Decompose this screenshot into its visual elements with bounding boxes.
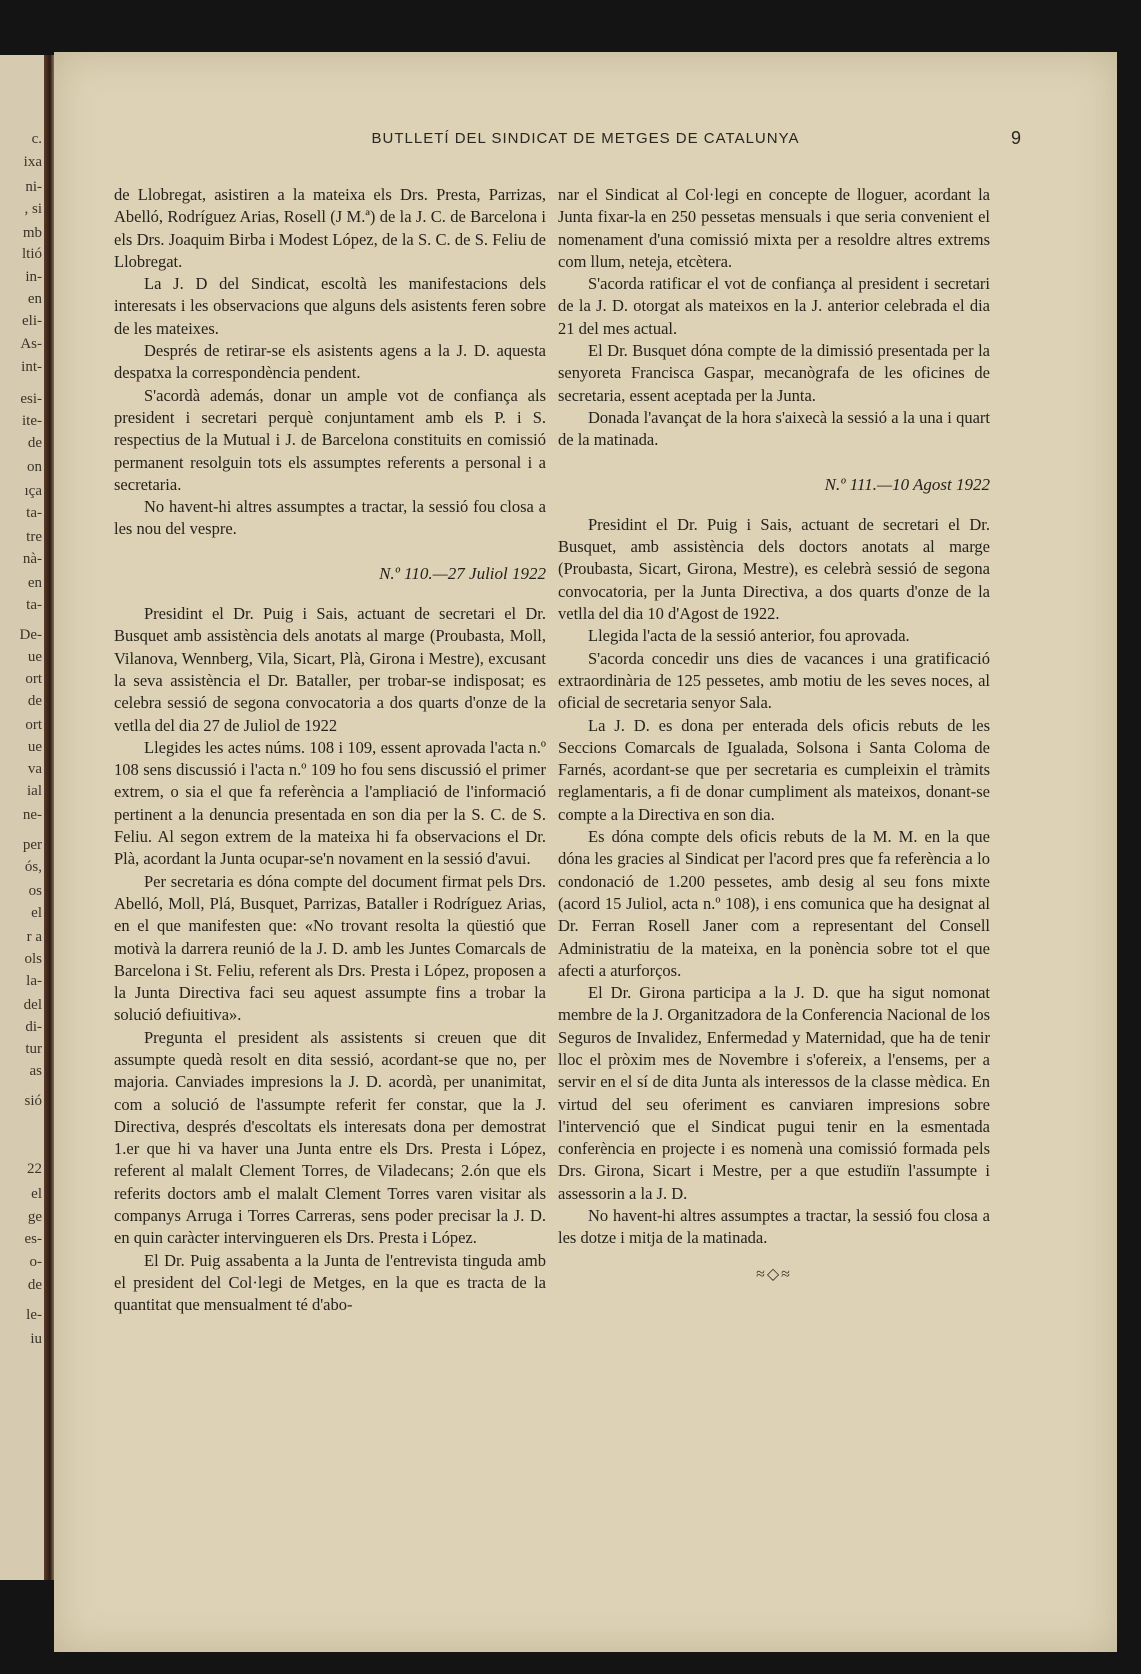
prev-page-fragment: del: [23, 997, 42, 1013]
book-spine: [44, 55, 54, 1580]
prev-page-fragment: ni-: [25, 179, 42, 195]
session-heading: N.º 111.—10 Agost 1922: [824, 474, 990, 494]
prev-page-fragment: mb: [22, 225, 42, 241]
prev-page-fragment: As-: [20, 336, 42, 352]
paragraph: El Dr. Puig assabenta a la Junta de l'entrevista tinguda amb el president del Col·legi de Metges, en la que es tracta de la quantitat que mensualment té d'abo-: [114, 1250, 546, 1315]
prev-page-fragment: de: [27, 435, 42, 451]
paragraph: La J. D del Sindicat, escoltà les manifestacions dels interesats i les observacions que alguns dels asistents feren sobre de les mateixes.: [114, 274, 546, 338]
prev-page-fragment: ial: [27, 783, 42, 799]
paragraph: Es dóna compte dels oficis rebuts de la M. M. en la que dóna les gracies al Sindicat per l'acord pres que fa referència a lo condonació de 1.200 pessetes, amb desig al seu fons mixte (acord 15 Juliol, acta n.º 108), i ens comunica que ha designat al Dr. Ferran Rosell Janer com a representant del Consell Administratiu de la mateixa, en la ponència sobre tot el que afecti a aturforços.: [558, 827, 990, 980]
prev-page-fragment: la-: [26, 973, 42, 989]
paragraph: Presidint el Dr. Puig i Sais, actuant de secretari el Dr. Busquet, amb assistència dels doctors anotats al marge (Proubasta, Sicart, Girona, Mestre), es celebrà sessió de segona convocatoria, per la Junta Directiva, a dos quarts d'onze de la vetlla del dia 10 d'Agost de 1922.: [558, 514, 990, 624]
prev-page-fragment: De-: [19, 627, 42, 643]
ornament-divider: ≈◇≈: [756, 1265, 792, 1283]
paragraph: No havent-hi altres assumptes a tractar, la sessió fou closa a les dotze i mitja de la matinada.: [558, 1206, 990, 1248]
session-heading: N.º 110.—27 Juliol 1922: [379, 563, 546, 583]
prev-page-fragment: eli-: [22, 313, 42, 329]
paragraph: El Dr. Girona participa a la J. D. que ha sigut nomonat membre de la J. Organitzadora de la Conferencia Nacional de los Seguros de Invalidez, Enfermedad y Maternidad, que ha de tenir lloc el pròxim mes de Novembre i s'ofereix, a l'ensems, per a servir en el sí de dita Junta als interessos de la classe mèdica. En virtud del seu oferiment es canviaren impresions sobre l'intervenció que el Sindicat pugui tenir en la esmentada conferència en projecte i es nomenà una comissió formada pels Drs. Girona, Sicart i Mestre, per a que estudiïn l'assumpte i assessorin a la J. D.: [558, 983, 990, 1203]
prev-page-fragment: en: [27, 575, 42, 591]
prev-page-fragment: c.: [31, 131, 42, 147]
prev-page-fragment: ue: [27, 739, 42, 755]
paragraph: Llegida l'acta de la sessió anterior, fou aprovada.: [588, 626, 910, 646]
paragraph: nar el Sindicat al Col·legi en concepte de lloguer, acordant la Junta fixar-la en 250 pessetas mensuals i que seria convenient el nomenament d'una comissió mixta per a resoldre altres extrems com llum, neteja, etcètera.: [558, 185, 990, 271]
page-number: 9: [1011, 128, 1023, 148]
prev-page-fragment: ıça: [24, 483, 42, 499]
prev-page-fragment: ue: [27, 649, 42, 665]
header-title: BUTLLETÍ DEL SINDICAT DE METGES DE CATALUNYA: [371, 130, 800, 147]
paragraph: S'acordà además, donar un ample vot de confiança als president i secretari perquè conjuntament amb els P. i S. respectius de la Mutual i J. de Barcelona constituits en comissió permanent resolguin tots els assumptes referents a personal i a secretaria.: [114, 385, 546, 494]
prev-page-fragment: 22: [27, 1161, 42, 1177]
prev-page-fragment: tre: [26, 529, 42, 545]
prev-page-fragment: ols: [24, 951, 42, 967]
prev-page-fragment: as: [29, 1063, 42, 1079]
prev-page-fragment: es-: [24, 1231, 42, 1247]
paragraph: Després de retirar-se els asistents agens a la J. D. aquesta despatxa la correspondència pendent.: [114, 341, 546, 383]
document-page: [54, 52, 1117, 1652]
prev-page-fragment: o-: [29, 1254, 42, 1270]
paragraph: La J. D. es dona per enterada dels oficis rebuts de les Seccions Comarcals de Igualada, Solsona i Santa Coloma de Farnés, acordant-se que per secretaria es cumpleixin el tràmits reglamentaris, a fi de donar cumpliment als mateixos, donant-se compte a la Directiva en son dia.: [558, 715, 990, 824]
prev-page-fragment: le-: [26, 1307, 42, 1323]
prev-page-fragment: de: [27, 1277, 42, 1293]
prev-page-fragment: ite-: [22, 413, 42, 429]
prev-page-fragment: nà-: [22, 551, 42, 567]
prev-page-fragment: per: [22, 837, 42, 853]
prev-page-fragment: ort: [25, 717, 42, 733]
prev-page-fragment: ne-: [22, 807, 42, 823]
paragraph: Presidint el Dr. Puig i Sais, actuant de secretari el Dr. Busquet amb assistència dels anotats al marge (Proubasta, Moll, Vilanova, Wennberg, Vila, Sicart, Plà, Girona i Mestre), excusant la seva assistència el Dr. Bataller, per trobar-se indisposat; es celebra sessió de segona convocatoria a dos quarts d'onze de la vetlla del dia 27 de Juliol de 1922: [114, 604, 546, 735]
prev-page-fragment: iu: [30, 1331, 42, 1347]
prev-page-fragment: ort: [25, 671, 42, 687]
prev-page-fragment: sió: [24, 1093, 42, 1109]
prev-page-fragment: in-: [25, 269, 42, 285]
prev-page-fragment: di-: [25, 1019, 42, 1035]
paragraph: Llegides les actes núms. 108 i 109, essent aprovada l'acta n.º 108 sens discussió i l'acta n.º 109 ho fou sens discussió el primer extrem, o sia el que fa referència a l'ampliació de l'informació pertinent a la denuncia presentada en son dia per la S. C. de S. Feliu. Al segon extrem de la mateixa hi fa observacions el Dr. Plà, acordant la Junta ocupar-se'n novament en la sessió d'avui.: [114, 737, 546, 869]
prev-page-fragment: ge: [27, 1209, 42, 1225]
prev-page-fragment: en: [27, 291, 42, 307]
prev-page-fragment: ós,: [24, 859, 42, 875]
paragraph: Pregunta el president als assistents si creuen que dit assumpte quedà resolt en dita sessió, acordant-se que no, per majoria. Canviades impresions la J. D. acordà, per unanimitat, com a solució de l'assumpte referit fer constar, que la J. Directiva, després d'escoltats els interesats dona per demostrat 1.er que hi va haver una Junta entre els Drs. Presta i López, referent al malalt Clement Torres, de Viladecans; 2.ón que els referits doctors amb el malalt Clement Torres varen visitar als companys Arruga i Torres Carreras, sens poder precisar la J. D. en quin caràcter intervingueren els Drs. Presta i López.: [114, 1027, 546, 1248]
prev-page-fragment: el: [31, 905, 42, 921]
prev-page-fragment: ixa: [23, 154, 42, 170]
prev-page-fragment: ta-: [26, 597, 42, 613]
paragraph: S'acorda concedir uns dies de vacances i una gratificació extraordinària de 125 pessetes, amb motiu de les seves noces, al oficial de secretaria senyor Sala.: [558, 648, 990, 713]
paragraph: No havent-hi altres assumptes a tractar, la sessió fou closa a les nou del vespre.: [114, 497, 546, 539]
prev-page-fragment: va: [27, 761, 42, 777]
paragraph: El Dr. Busquet dóna compte de la dimissió presentada per la senyoreta Francisca Gaspar, mecanògrafa de les oficines de secretaria, essent aceptada per la Junta.: [558, 341, 990, 405]
prev-page-fragment: int-: [21, 359, 42, 375]
paragraph: Per secretaria es dóna compte del document firmat pels Drs. Abelló, Moll, Plá, Busquet, Parrizas, Bataller i Rodríguez Arias, en el que manifesten que: «No trovant resolta la qüestió que motivà la darrera reunió de la J. D. amb les Juntes Comarcals de Barcelona i St. Feliu, referent als Drs. Presta i López, proposen a la Junta Directiva faci seu aquest assumpte fins a trobar la solució defiuitiva».: [114, 871, 546, 1025]
prev-page-fragment: os: [28, 883, 42, 899]
paragraph: Donada l'avançat de la hora s'aixecà la sessió a la una i quart de la matinada.: [558, 407, 990, 450]
left-column: [114, 184, 546, 1317]
right-column: [558, 184, 990, 1286]
prev-page-fragment: el: [31, 1186, 42, 1202]
prev-page-fragment: de: [27, 693, 42, 709]
prev-page-fragment: esi-: [20, 391, 42, 407]
prev-page-fragment: ta-: [26, 505, 42, 521]
prev-page-fragment: ltió: [21, 246, 42, 262]
paragraph: de Llobregat, asistiren a la mateixa els Drs. Presta, Parrizas, Abelló, Rodríguez Arias, Rosell (J M.ª) de la J. C. de Barcelona i els Drs. Joaquim Birba i Modest López, de la S. C. de S. Feliu de Llobregat.: [114, 185, 546, 271]
prev-page-fragment: r a: [26, 929, 42, 945]
previous-page-edge: [0, 55, 50, 1580]
prev-page-fragment: on: [27, 459, 42, 475]
paragraph: S'acorda ratificar el vot de confiança al president i secretari de la J. D. otorgat als mateixos en la J. anterior celebrada el dia 21 del mes actual.: [558, 274, 990, 338]
prev-page-fragment: tur: [25, 1041, 42, 1057]
prev-page-fragment: , si: [24, 201, 42, 217]
